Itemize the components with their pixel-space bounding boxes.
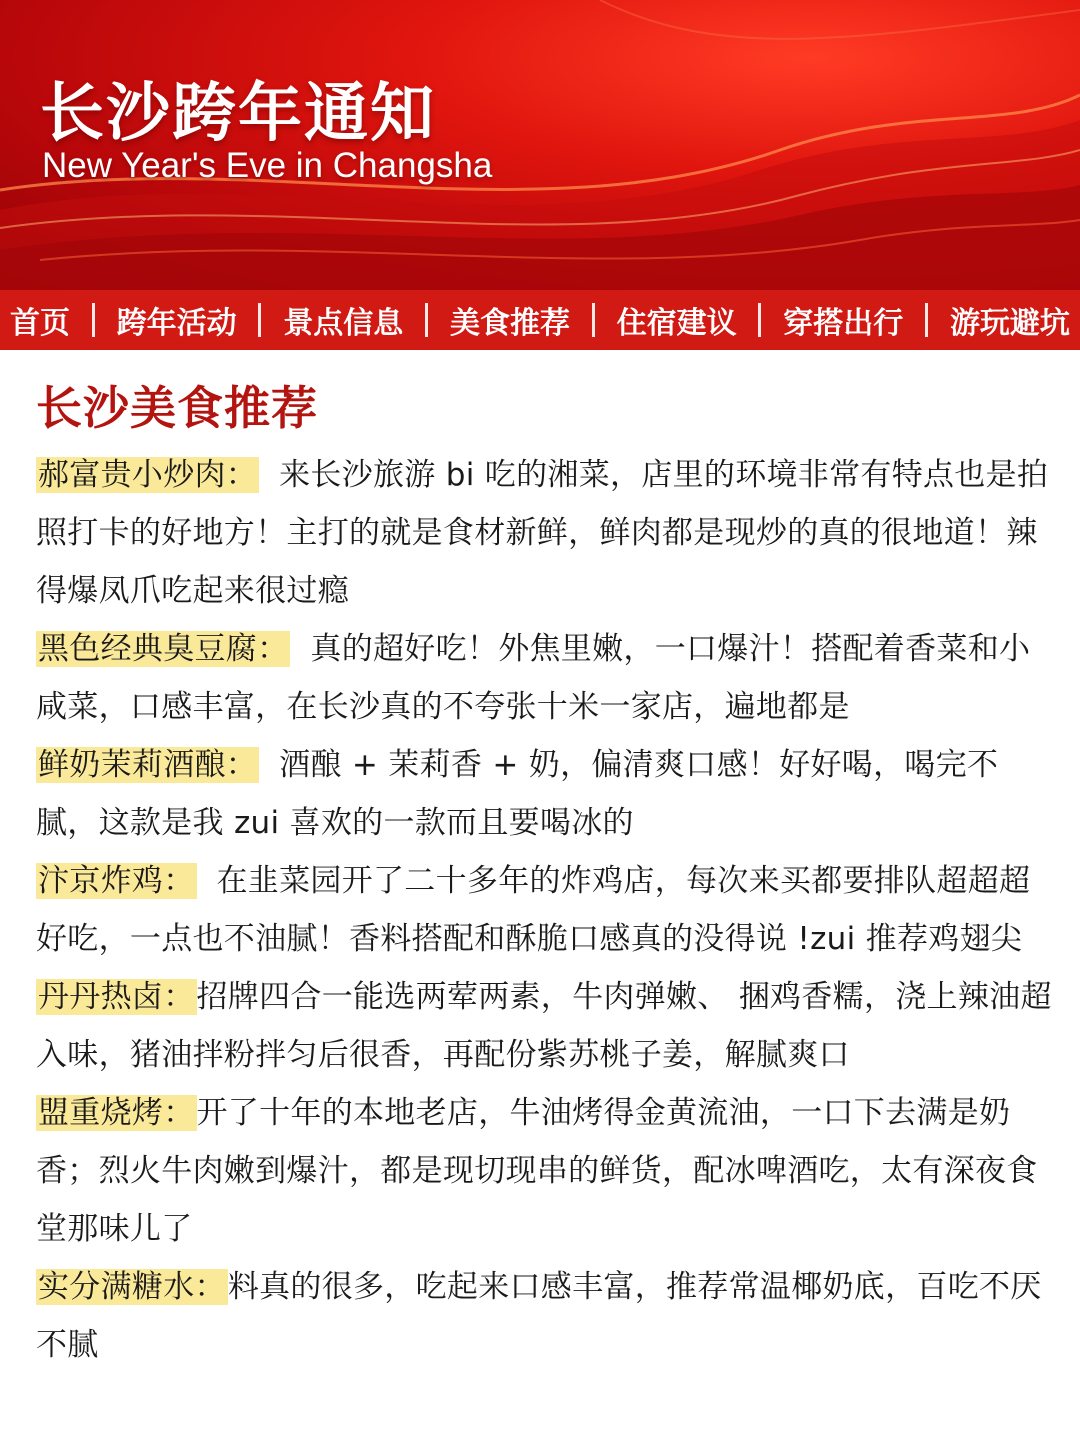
food-description: 来长沙旅游 bi 吃的湘菜，店里的环境非常有特点也是拍照打卡的好地方！主打的就是食材新鲜，鲜肉都是现炒的真的很地道！辣得爆凤爪吃起来很过瘾 bbox=[36, 457, 1049, 609]
food-item bbox=[36, 1084, 1052, 1258]
nav-item-food[interactable]: 美食推荐 bbox=[449, 306, 570, 341]
food-description: 料真的很多，吃起来口感丰富，推荐常温椰奶底，百吃不厌 不腻 bbox=[36, 1269, 1042, 1363]
food-name: 郝富贵小炒肉： bbox=[38, 457, 258, 493]
food-item bbox=[36, 736, 1052, 852]
food-name: 丹丹热卤： bbox=[38, 979, 195, 1015]
nav-bar bbox=[0, 290, 1080, 350]
header-banner bbox=[0, 0, 1080, 290]
section-title: 长沙美食推荐 bbox=[36, 381, 318, 435]
food-name: 实分满糖水： bbox=[38, 1269, 226, 1305]
nav-item-new-year-events[interactable]: 跨年活动 bbox=[116, 306, 237, 341]
nav-separator bbox=[92, 303, 95, 337]
nav-item-attractions[interactable]: 景点信息 bbox=[283, 306, 404, 341]
nav-item-outfit-travel[interactable]: 穿搭出行 bbox=[783, 306, 904, 341]
food-name: 盟重烧烤： bbox=[38, 1095, 195, 1131]
banner-title: 长沙跨年通知 bbox=[40, 77, 436, 151]
food-item bbox=[36, 852, 1052, 968]
nav-separator bbox=[758, 303, 761, 337]
nav-item-home[interactable]: 首页 bbox=[10, 306, 70, 341]
food-description: 在韭菜园开了二十多年的炸鸡店，每次来买都要排队超超超好吃，一点也不油腻！香料搭配和酥脆口感真的没得说 !zui 推荐鸡翅尖 bbox=[36, 863, 1031, 957]
nav-separator bbox=[258, 303, 261, 337]
food-name: 鲜奶茉莉酒酿： bbox=[38, 747, 258, 783]
food-item bbox=[36, 446, 1052, 620]
nav-separator bbox=[925, 303, 928, 337]
food-description: 真的超好吃！外焦里嫩，一口爆汁！搭配着香菜和小咸菜，口感丰富，在长沙真的不夸张十米一家店，遍地都是 bbox=[36, 631, 1031, 725]
food-description: 招牌四合一能选两荤两素，牛肉弹嫩、 捆鸡香糯，浇上辣油超入味，猪油拌粉拌匀后很香，再配份紫苏桃子姜，解腻爽口 bbox=[36, 979, 1052, 1073]
nav-item-tips[interactable]: 游玩避坑 bbox=[949, 306, 1070, 341]
food-item bbox=[36, 968, 1052, 1084]
food-name: 汴京炸鸡： bbox=[38, 863, 195, 899]
food-description: 开了十年的本地老店，牛油烤得金黄流油，一口下去满是奶香；烈火牛肉嫩到爆汁，都是现切现串的鲜货，配冰啤酒吃，太有深夜食堂那味儿了 bbox=[36, 1095, 1038, 1247]
food-item bbox=[36, 1258, 1052, 1374]
nav-separator bbox=[592, 303, 595, 337]
food-name: 黑色经典臭豆腐： bbox=[38, 631, 289, 667]
main-content bbox=[0, 350, 1080, 1374]
nav-item-lodging[interactable]: 住宿建议 bbox=[616, 306, 737, 341]
food-description: 酒酿 + 茉莉香 + 奶，偏清爽口感！好好喝，喝完不腻，这款是我 zui 喜欢的一款而且要喝冰的 bbox=[36, 747, 999, 841]
food-item bbox=[36, 620, 1052, 736]
banner-subtitle: New Year's Eve in Changsha bbox=[42, 146, 493, 185]
nav-separator bbox=[425, 303, 428, 337]
